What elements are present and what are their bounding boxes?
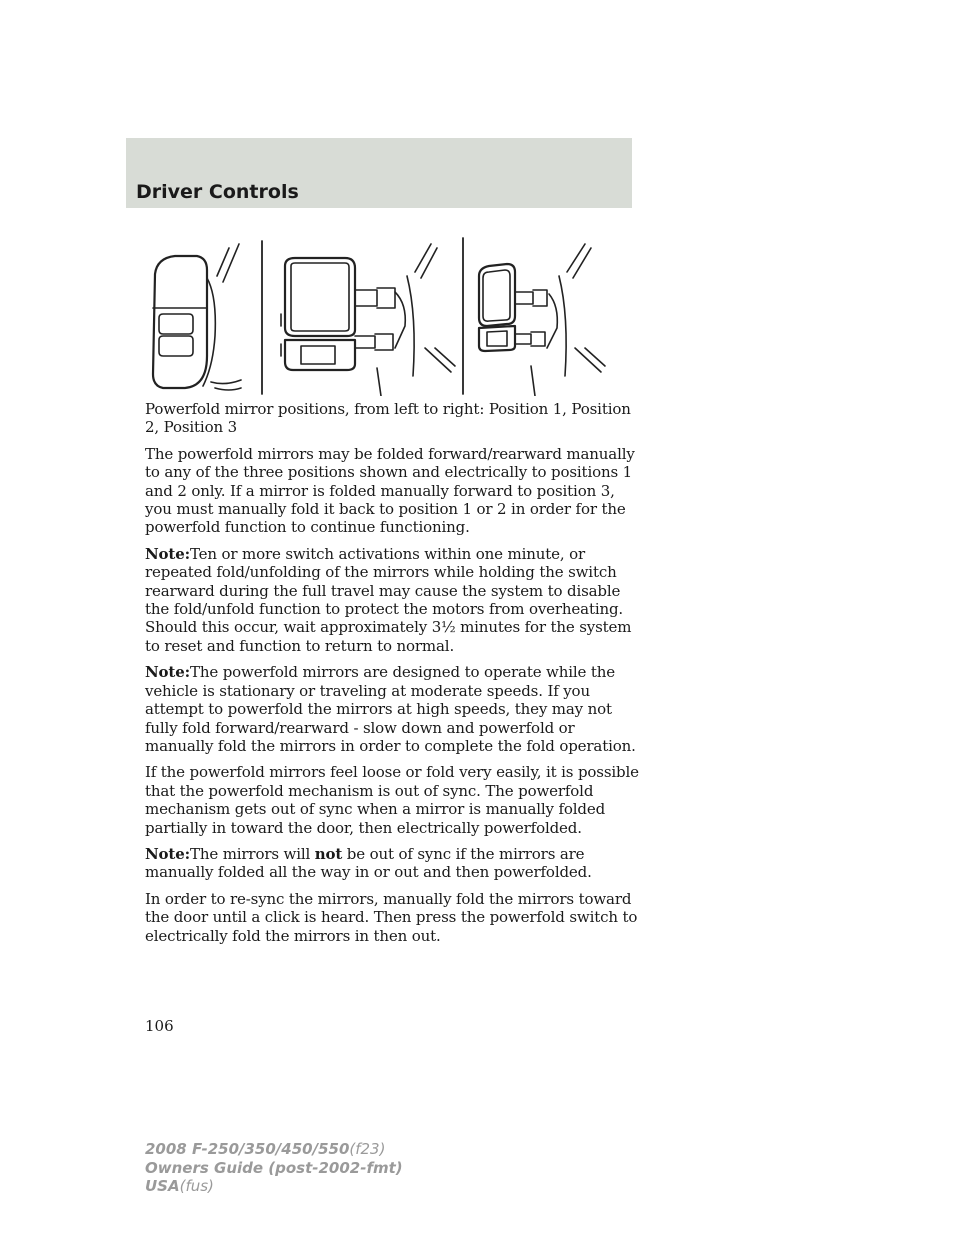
note-label: Note: [145, 663, 190, 682]
footer-line [145, 1177, 403, 1196]
note-emphasis: not [314, 844, 343, 863]
note-paragraph [145, 545, 645, 655]
footer-code: (f23) [349, 1140, 386, 1158]
paragraph: In order to re-sync the mirrors, manually fold the mirrors toward the door until a click is heard. Then press the powerfold switch to electrically fold the mirrors in then out. [145, 889, 638, 945]
figure-caption: Powerfold mirror positions, from left to right: Position 1, Position 2, Position 3 [145, 400, 631, 437]
footer-line [145, 1159, 403, 1178]
mirror-position-2-icon [281, 244, 455, 396]
section-title: Driver Controls [136, 181, 299, 203]
paragraph: If the powerfold mirrors feel loose or fold very easily, it is possible that the powerfold mechanism is out of sync. The powerfold mechanism gets out of sync when a mirror is manually folded partially in toward the door, then electrically powerfolded. [145, 763, 639, 837]
footer-title: Owners Guide (post-2002-fmt) [145, 1158, 403, 1177]
footer-line [145, 1140, 403, 1159]
note-text: Ten or more switch activations within one minute, or repeated fold/unfolding of the mirrors while holding the switch rearward during the full travel may cause the system to disable the fold/unfold function to protect the motors from overheating. Should this occur, wait approximately 3½ minutes for the system to reset and function to return to normal. [145, 544, 632, 655]
page-number: 106 [145, 1017, 174, 1035]
section-header [126, 138, 632, 208]
footer-region: USA [145, 1177, 180, 1195]
note-text: The powerfold mirrors are designed to operate while the vehicle is stationary or traveling at moderate speeds. If you attempt to powerfold the mirrors at high speeds, they may not fully fold forward/rearward - slow down and powerfold or manually fold the mirrors in order to complete the fold operation. [145, 663, 636, 755]
note-paragraph [145, 663, 645, 755]
note-label: Note: [145, 544, 190, 563]
mirror-position-3-icon [479, 244, 605, 396]
powerfold-mirror-positions-illustration [145, 236, 615, 396]
note-paragraph [145, 845, 645, 882]
note-label: Note: [145, 844, 190, 863]
document-footer [145, 1140, 403, 1196]
footer-model: 2008 F-250/350/450/550 [145, 1140, 350, 1158]
note-text: be out of sync if the mirrors are manually folded all the way in or out and then powerfolded. [145, 844, 592, 882]
footer-code: (fus) [179, 1177, 214, 1195]
body-text [145, 400, 645, 953]
note-text: The mirrors will [189, 844, 315, 863]
mirror-position-1-icon [153, 244, 241, 390]
paragraph: The powerfold mirrors may be folded forward/rearward manually to any of the three positions shown and electrically to positions 1 and 2 only. If a mirror is folded manually forward to position 3, you must manually fold it back to position 1 or 2 in order for the powerfold function to continue functioning. [145, 444, 635, 537]
